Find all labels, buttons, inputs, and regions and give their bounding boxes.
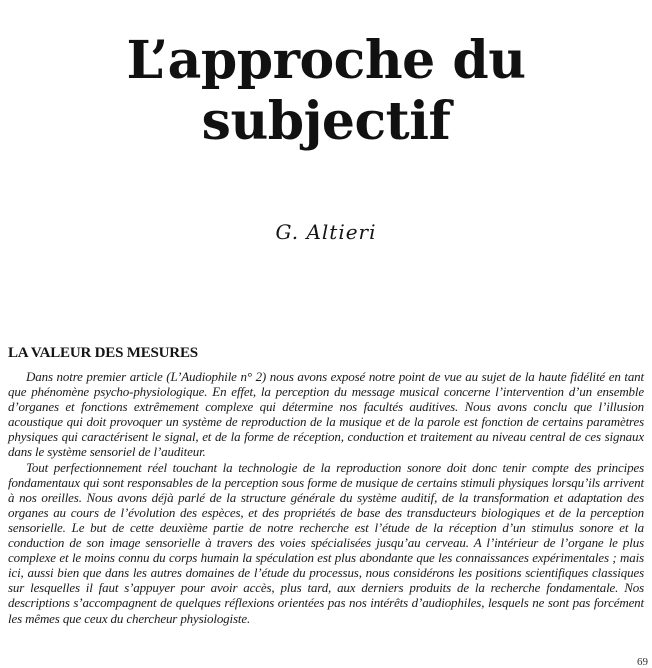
page-number: 69 [637,656,648,668]
article-body [8,369,644,626]
body-paragraph-1: Dans notre premier article (L’Audiophile n° 2) nous avons exposé notre point de vue au sujet de la haute fidélité en tant que phénomène psycho-physiologique. En effet, la perception du message musical concerne l’intervention d’un ensemble d’organes et fonctions extrêmement complexe qui détermine nos facultés auditives. Nous avons conclu que l’illusion acoustique qui doit provoquer un système de reproduction de la musique et de la parole est fonction de certains paramètres physiques qui caractérisent le signal, et de la forme de réception, conduction et traitement au niveau central de ces signaux dans le système sensoriel de l’auditeur. [8,369,644,460]
section-heading: LA VALEUR DES MESURES [8,345,198,361]
body-paragraph-2: Tout perfectionnement réel touchant la technologie de la reproduction sonore doit donc tenir compte des principes fondamentaux qui sont responsables de la perception sous forme de musique de certains stimuli physiques lorsqu’ils arrivent à nos oreilles. Nous avons déjà parlé de la structure générale du système auditif, de la transformation et adaptation des organes au cours de l’évolution des espèces, et des propriétés de base des transducteurs biologiques et de la perception sensorielle. Le but de cette deuxième partie de notre recherche est l’étude de la réception d’un stimulus sonore et la conduction de son image sensorielle à travers des voies spécialisées jusqu’au cerveau. A l’intérieur de l’organe le plus complexe et le moins connu du corps humain la spéculation est plus abondante que les connaissances expérimentales ; mais ici, aussi bien que dans les autres domaines de l’étude du processus, nous considérons les positions scientifiques classiques sur lesquelles il faut s’appuyer pour avoir accès, plus tard, aux derniers produits de la recherche fondamentale. Nos descriptions s’accompagnent de quelques réflexions orientées pas nos intérêts d’audiophiles, lesquels ne sont pas forcément les mêmes que ceux du chercheur physiologiste. [8,459,644,626]
article-title: L’approche du subjectif [126,30,526,152]
author-name: G. Altieri [275,220,377,244]
